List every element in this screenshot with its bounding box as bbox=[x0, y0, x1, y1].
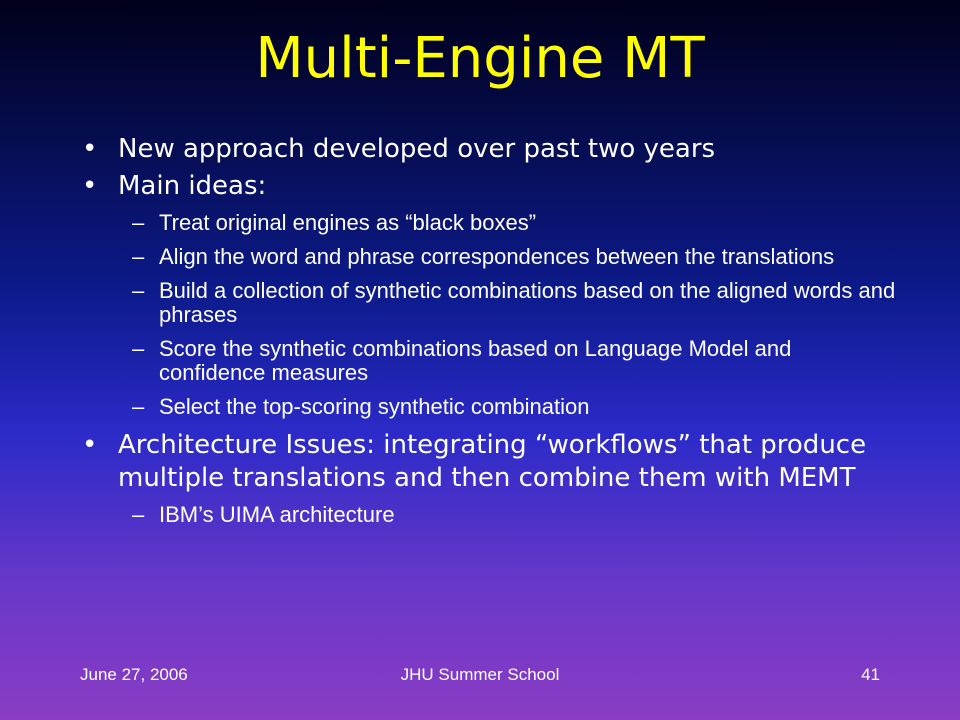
slide-title: Multi-Engine MT bbox=[255, 26, 705, 91]
dash-marker: – bbox=[132, 336, 145, 361]
dash-marker: – bbox=[132, 502, 145, 527]
sub-bullet-text: Score the synthetic combinations based on Language Model and confidence measures bbox=[159, 336, 792, 385]
bullet-text: Main ideas: bbox=[118, 171, 267, 201]
sub-bullet-text: Treat original engines as “black boxes” bbox=[159, 210, 537, 235]
slide-content bbox=[82, 133, 902, 537]
dash-marker: – bbox=[132, 244, 145, 269]
sub-bullet-text: Build a collection of synthetic combinations based on the aligned words and phrases bbox=[159, 278, 896, 327]
sub-bullet-item bbox=[82, 279, 902, 327]
sub-bullet-item bbox=[82, 245, 902, 269]
footer-date: June 27, 2006 bbox=[80, 665, 188, 684]
sub-bullet-item bbox=[82, 395, 902, 419]
sub-bullet-item bbox=[82, 503, 902, 527]
sub-bullet-text: Align the word and phrase correspondences between the translations bbox=[159, 244, 835, 269]
sub-bullet-text: IBM’s UIMA architecture bbox=[159, 502, 395, 527]
bullet-marker: • bbox=[82, 430, 98, 460]
bullet-marker: • bbox=[82, 171, 98, 201]
bullet-text: Architecture Issues: integrating “workflows” that produce multiple translations and then combine them with MEMT bbox=[118, 430, 867, 493]
bullet-marker: • bbox=[82, 134, 98, 164]
sub-bullet-list bbox=[82, 503, 902, 527]
footer-title: JHU Summer School bbox=[400, 665, 560, 684]
bullet-item bbox=[82, 429, 902, 495]
dash-marker: – bbox=[132, 278, 145, 303]
bullet-item bbox=[82, 133, 902, 166]
sub-bullet-item bbox=[82, 211, 902, 235]
footer-page-number: 41 bbox=[861, 665, 880, 684]
sub-bullet-list bbox=[82, 211, 902, 419]
sub-bullet-text: Select the top-scoring synthetic combination bbox=[159, 394, 590, 419]
dash-marker: – bbox=[132, 210, 145, 235]
dash-marker: – bbox=[132, 394, 145, 419]
bullet-text: New approach developed over past two years bbox=[118, 134, 716, 164]
bullet-item bbox=[82, 170, 902, 203]
sub-bullet-item bbox=[82, 337, 902, 385]
